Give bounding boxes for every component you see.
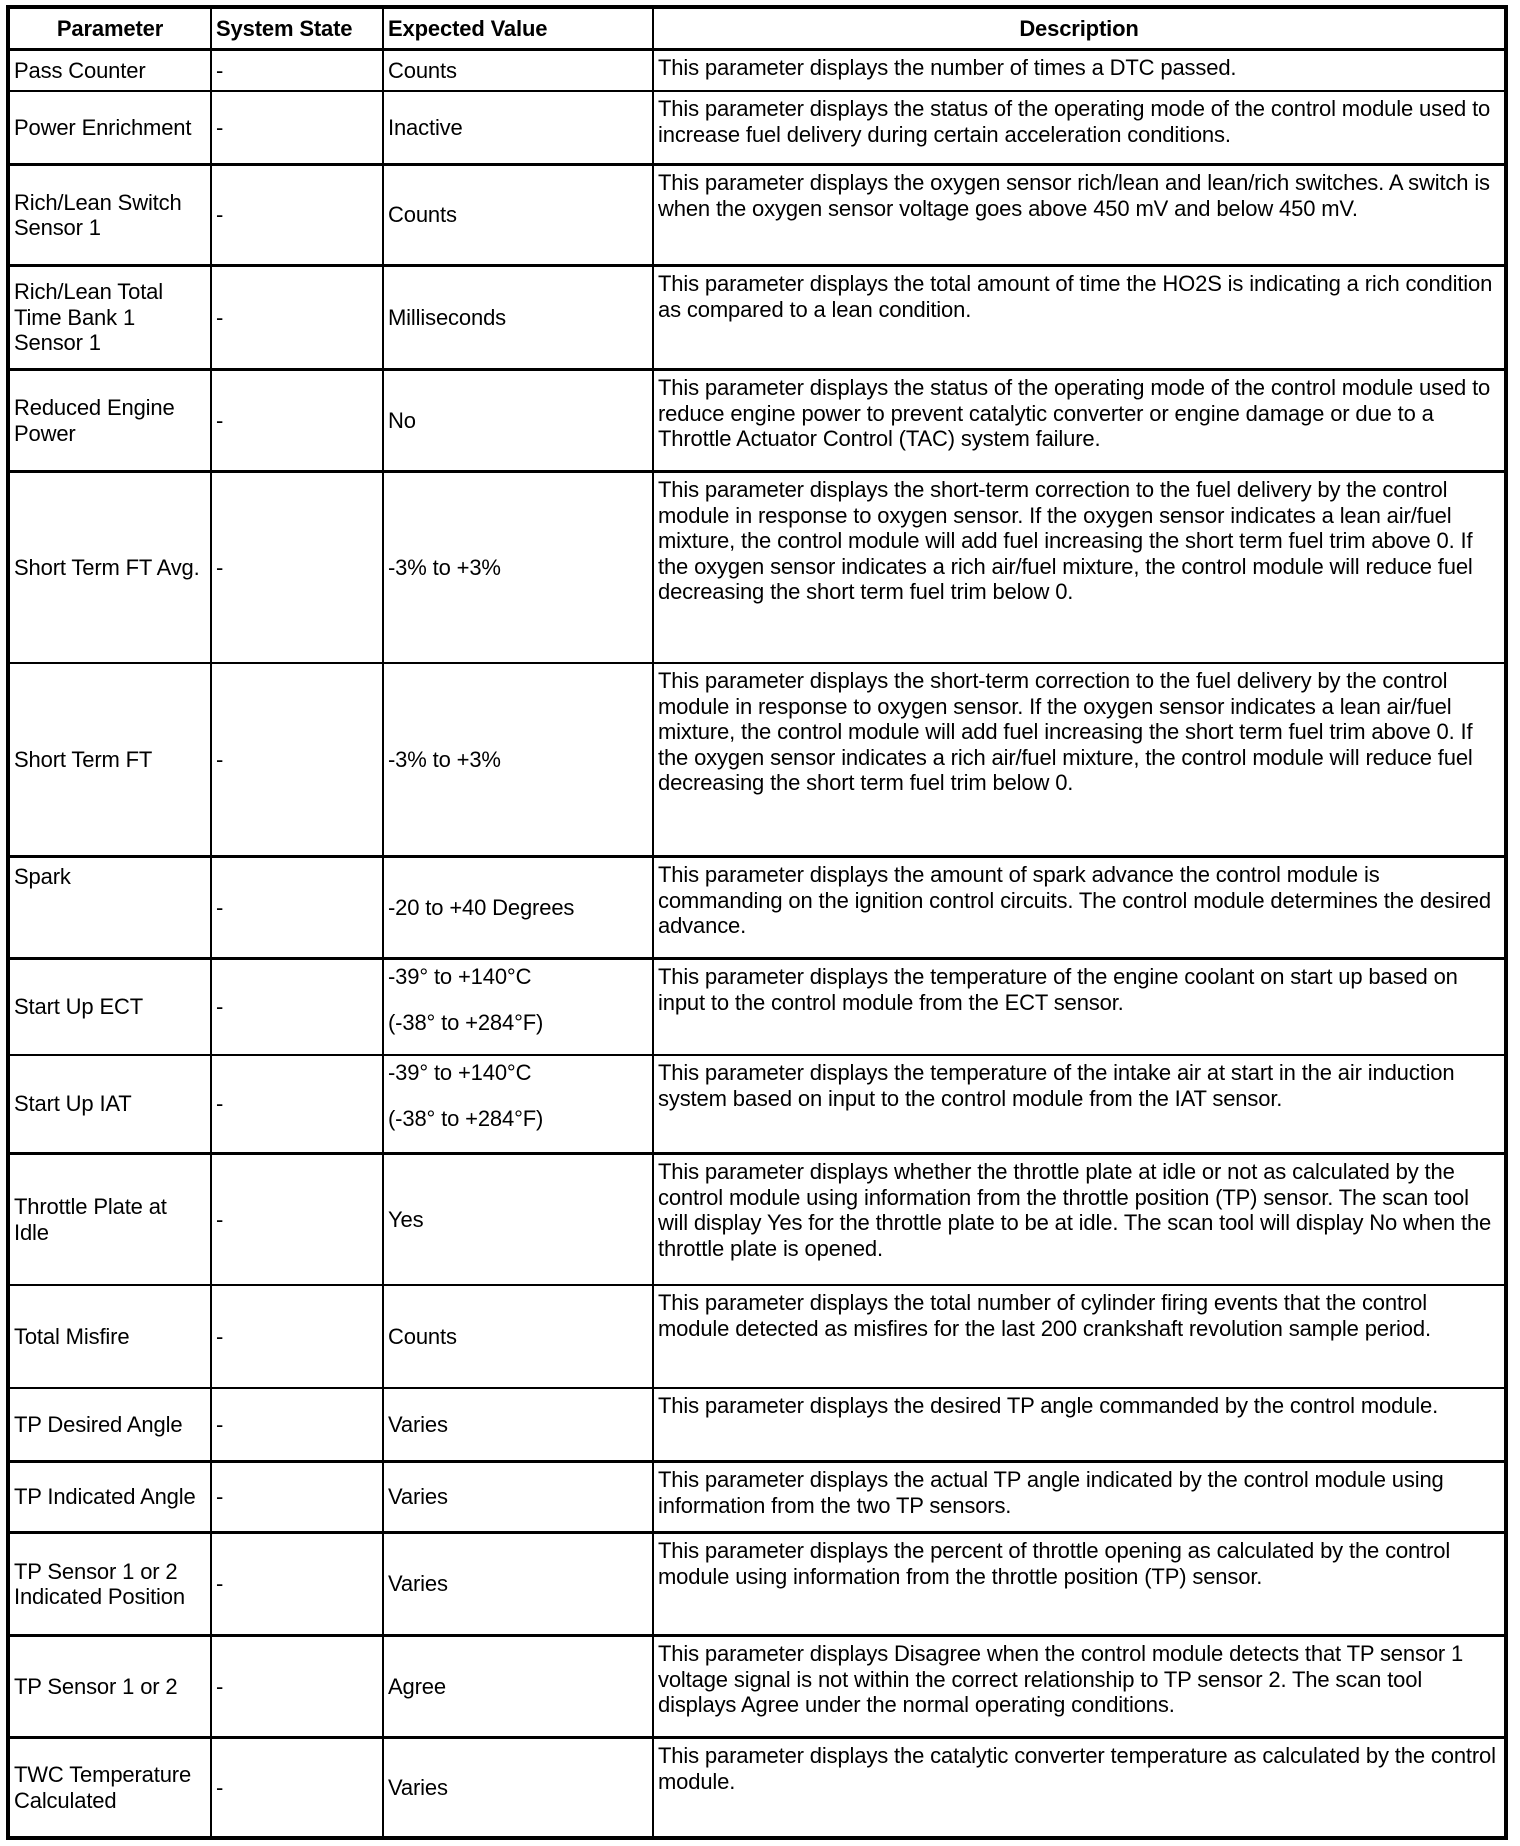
table-row: [10, 1152, 1504, 1284]
parameter-cell: Short Term FT Avg.: [10, 473, 212, 662]
description-cell: This parameter displays the status of the operating mode of the control module used to increase fuel delivery during certain acceleration conditions.: [658, 96, 1491, 147]
parameter-table: [6, 5, 1508, 1840]
system-state-cell: -: [212, 1637, 384, 1736]
description-cell: This parameter displays the desired TP angle commanded by the control module.: [658, 1393, 1439, 1418]
description-cell: This parameter displays the catalytic converter temperature as calculated by the control module.: [658, 1743, 1496, 1794]
expected-value-cell: Counts: [384, 51, 654, 90]
expected-value-cell: [384, 1056, 654, 1152]
spacer: [388, 1086, 648, 1106]
system-state-cell: -: [212, 1056, 384, 1152]
system-state-cell: -: [212, 1389, 384, 1460]
expected-value-cell: Inactive: [384, 92, 654, 163]
system-state-cell: -: [212, 960, 384, 1054]
parameter-cell: Throttle Plate at Idle: [10, 1155, 212, 1284]
description-cell: This parameter displays the status of the operating mode of the control module used to reduce engine power to prevent catalytic converter or engine damage or due to a Throttle Actuator Control (TAC) system failure.: [658, 375, 1491, 451]
system-state-cell: -: [212, 1155, 384, 1284]
system-state-cell: -: [212, 371, 384, 470]
header-system-state: System State: [212, 9, 384, 48]
expected-value-fahrenheit: (-38° to +284°F): [388, 1009, 544, 1035]
table-row: [10, 264, 1504, 368]
parameter-cell: Pass Counter: [10, 51, 212, 90]
description-cell: This parameter displays Disagree when the control module detects that TP sensor 1 voltage signal is not within the correct relationship to TP sensor 2. The scan tool displays Agree under the normal operating conditions.: [658, 1641, 1464, 1717]
description-cell: This parameter displays the short-term correction to the fuel delivery by the control module in response to oxygen sensor. If the oxygen sensor indicates a lean air/fuel mixture, the control module will add fuel increasing the short term fuel trim above 0. If the oxygen sensor indicates a rich air/fuel mixture, the control module will reduce fuel decreasing the short term fuel trim below 0.: [658, 477, 1473, 604]
system-state-cell: -: [212, 166, 384, 264]
table-row: [10, 1634, 1504, 1736]
expected-value-cell: -20 to +40 Degrees: [384, 858, 654, 957]
parameter-cell: Power Enrichment: [10, 92, 212, 163]
expected-value-cell: No: [384, 371, 654, 470]
table-row: [10, 368, 1504, 470]
header-parameter: Parameter: [10, 9, 212, 48]
expected-value-celsius: -39° to +140°C: [388, 964, 532, 989]
system-state-cell: -: [212, 267, 384, 368]
description-cell: This parameter displays the amount of spark advance the control module is commanding on the ignition control circuits. The control module determines the desired advance.: [658, 862, 1491, 938]
parameter-cell: Total Misfire: [10, 1286, 212, 1387]
table-row: [10, 855, 1504, 957]
parameter-cell: TWC Temperature Calculated: [10, 1739, 212, 1836]
description-cell: This parameter displays the temperature of the intake air at start in the air induction system based on input to the control module from the IAT sensor.: [658, 1060, 1455, 1111]
description-cell: This parameter displays the oxygen sensor rich/lean and lean/rich switches. A switch is when the oxygen sensor voltage goes above 450 mV and below 450 mV.: [658, 170, 1490, 221]
expected-value-cell: Varies: [384, 1534, 654, 1634]
system-state-cell: -: [212, 1463, 384, 1531]
parameter-cell: Start Up IAT: [10, 1056, 212, 1152]
header-description: Description: [1019, 15, 1139, 41]
table-row: [10, 1387, 1504, 1460]
system-state-cell: -: [212, 858, 384, 957]
parameter-cell: TP Desired Angle: [10, 1389, 212, 1460]
description-cell: This parameter displays the short-term correction to the fuel delivery by the control module in response to oxygen sensor. If the oxygen sensor indicates a lean air/fuel mixture, the control module will add fuel increasing the short term fuel trim above 0. If the oxygen sensor indicates a rich air/fuel mixture, the control module will reduce fuel decreasing the short term fuel trim below 0.: [658, 668, 1473, 795]
parameter-cell: Rich/Lean Switch Sensor 1: [10, 166, 212, 264]
system-state-cell: -: [212, 1739, 384, 1836]
expected-value-cell: Yes: [384, 1155, 654, 1284]
table-row: [10, 1736, 1504, 1836]
description-cell: This parameter displays the number of times a DTC passed.: [658, 55, 1237, 80]
table-header-row: [10, 9, 1504, 48]
description-cell: This parameter displays the temperature of the engine coolant on start up based on input to the control module from the ECT sensor.: [658, 964, 1458, 1015]
parameter-cell: Reduced Engine Power: [10, 371, 212, 470]
table-row: [10, 163, 1504, 264]
system-state-cell: -: [212, 473, 384, 662]
parameter-cell: TP Sensor 1 or 2 Indicated Position: [10, 1534, 212, 1634]
parameter-cell: Rich/Lean Total Time Bank 1 Sensor 1: [10, 267, 212, 368]
header-expected-value: Expected Value: [384, 9, 654, 48]
parameter-cell: Start Up ECT: [10, 960, 212, 1054]
expected-value-cell: [384, 960, 654, 1054]
expected-value-cell: Varies: [384, 1739, 654, 1836]
spacer: [388, 990, 648, 1010]
description-cell: This parameter displays the percent of throttle opening as calculated by the control module using information from the throttle position (TP) sensor.: [658, 1538, 1451, 1589]
table-row: [10, 470, 1504, 662]
system-state-cell: -: [212, 664, 384, 855]
parameter-cell: Short Term FT: [10, 664, 212, 855]
table-row: [10, 1460, 1504, 1531]
expected-value-cell: Varies: [384, 1389, 654, 1460]
system-state-cell: -: [212, 92, 384, 163]
system-state-cell: -: [212, 1286, 384, 1387]
expected-value-cell: Counts: [384, 1286, 654, 1387]
parameter-cell: TP Sensor 1 or 2: [10, 1637, 212, 1736]
expected-value-cell: Varies: [384, 1463, 654, 1531]
parameter-cell: TP Indicated Angle: [10, 1463, 212, 1531]
table-row: [10, 662, 1504, 855]
table-row: [10, 957, 1504, 1054]
expected-value-cell: -3% to +3%: [384, 473, 654, 662]
table-row: [10, 48, 1504, 90]
description-cell: This parameter displays the total number of cylinder firing events that the control module detected as misfires for the last 200 crankshaft revolution sample period.: [658, 1290, 1431, 1341]
table-row: [10, 1531, 1504, 1634]
table-row: [10, 1054, 1504, 1152]
table-row: [10, 1284, 1504, 1387]
expected-value-cell: Counts: [384, 166, 654, 264]
expected-value-cell: Milliseconds: [384, 267, 654, 368]
system-state-cell: -: [212, 51, 384, 90]
description-cell: This parameter displays whether the throttle plate at idle or not as calculated by the control module using information from the throttle position (TP) sensor. The scan tool will display Yes for the throttle plate to be at idle. The scan tool will display No when the throttle plate is opened.: [658, 1159, 1492, 1261]
table-row: [10, 90, 1504, 163]
description-cell: This parameter displays the actual TP angle indicated by the control module using information from the two TP sensors.: [658, 1467, 1444, 1518]
system-state-cell: -: [212, 1534, 384, 1634]
parameter-cell: Spark: [10, 858, 212, 957]
expected-value-celsius: -39° to +140°C: [388, 1060, 532, 1085]
expected-value-cell: -3% to +3%: [384, 664, 654, 855]
expected-value-cell: Agree: [384, 1637, 654, 1736]
description-cell: This parameter displays the total amount of time the HO2S is indicating a rich condition as compared to a lean condition.: [658, 271, 1493, 322]
expected-value-fahrenheit: (-38° to +284°F): [388, 1105, 544, 1131]
